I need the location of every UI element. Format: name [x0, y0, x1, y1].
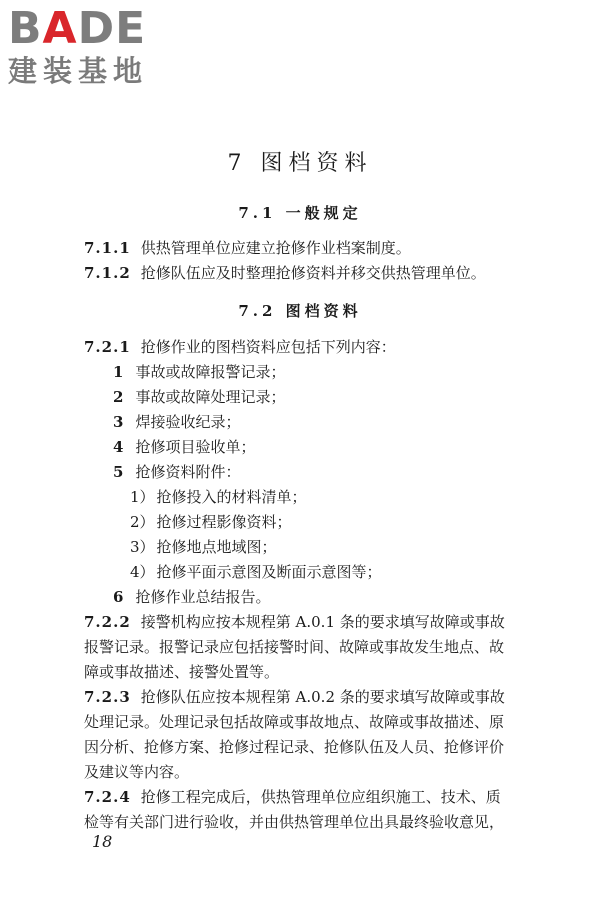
chapter-title: 7 图档资料	[227, 151, 373, 176]
clause-7-2-3-line: 处理记录。处理记录包括故障或事故地点、故障或事故描述、原	[84, 713, 505, 731]
clause-7-2-3-line: 及建议等内容。	[84, 763, 190, 781]
clause-7-2-2: 7.2.2 接警机构应按本规程第 A.0.1 条的要求填写故障或事故	[84, 613, 505, 631]
list-item: 3 焊接验收纪录；	[113, 413, 241, 431]
logo-wordmark: BADE	[8, 3, 147, 54]
clause-7-2-2-line: 障或事故描述、接警处置等。	[84, 663, 280, 681]
logo	[8, 3, 178, 96]
page-number: 18	[92, 832, 113, 851]
section-title-general: 7.1 一般规定	[238, 204, 362, 222]
list-item: 2 事故或故障处理记录；	[113, 388, 286, 406]
clause-7-2-3: 7.2.3 抢修队伍应按本规程第 A.0.2 条的要求填写故障或事故	[84, 688, 505, 706]
sub-list-item: 2） 抢修过程影像资料；	[130, 513, 292, 531]
clause-7-1-1: 7.1.1 供热管理单位应建立抢修作业档案制度。	[84, 239, 411, 257]
list-item: 6 抢修作业总结报告。	[113, 588, 271, 606]
logo-subtitle: 建装基地	[8, 54, 149, 88]
clause-7-2-1: 7.2.1 抢修作业的图档资料应包括下列内容：	[84, 338, 396, 356]
clause-7-2-3-line: 因分析、抢修方案、抢修过程记录、抢修队伍及人员、抢修评价	[84, 738, 505, 756]
clause-7-2-4-line: 检等有关部门进行验收，并由供热管理单位出具最终验收意见，	[84, 813, 505, 831]
clause-7-1-2: 7.1.2 抢修队伍应及时整理抢修资料并移交供热管理单位。	[84, 264, 486, 282]
sub-list-item: 3） 抢修地点地域图；	[130, 538, 277, 556]
clause-7-2-4: 7.2.4 抢修工程完成后，供热管理单位应组织施工、技术、质	[84, 788, 501, 806]
section-title-documents: 7.2 图档资料	[238, 302, 362, 320]
list-item: 4 抢修项目验收单；	[113, 438, 256, 456]
sub-list-item: 4） 抢修平面示意图及断面示意图等；	[130, 563, 382, 581]
list-item: 1 事故或故障报警记录；	[113, 363, 286, 381]
sub-list-item: 1） 抢修投入的材料清单；	[130, 488, 307, 506]
clause-7-2-2-line: 报警记录。报警记录应包括接警时间、故障或事故发生地点、故	[84, 638, 505, 656]
list-item: 5 抢修资料附件：	[113, 463, 241, 481]
